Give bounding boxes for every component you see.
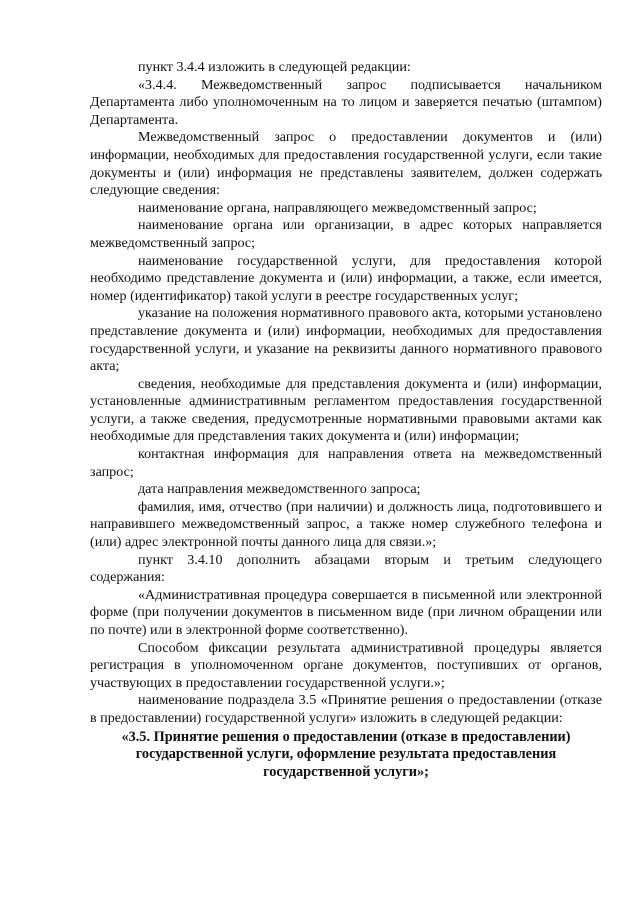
paragraph: сведения, необходимые для представления документа и (или) информации, установленные административным регламентом предоставления государственной услуги, а также сведения, предусмотренные нормативными правовыми актами как необходимые для представления таких документа и (или) информации;: [90, 375, 602, 445]
paragraph: наименование органа, направляющего межведомственный запрос;: [138, 199, 537, 216]
paragraph: наименование государственной услуги, для предоставления которой необходимо представление документа и (или) информации, а также, если имеется, номер (идентификатор) такой услуги в реестре государственных услуг;: [90, 252, 602, 304]
paragraph: указание на положения нормативного правового акта, которыми установлено представление документа и (или) информации, необходимых для предоставления государственной услуги, и указание на реквизиты данного нормативного правового акта;: [90, 305, 602, 375]
paragraph: «Административная процедура совершается в письменной или электронной форме (при получении документов в письменном виде (при личном обращении или по почте) или в электронной форме соответственно).: [90, 586, 602, 638]
paragraph: дата направления межведомственного запроса;: [138, 481, 421, 498]
paragraph: Способом фиксации результата административной процедуры является регистрация в уполномоченном органе документов, поступивших от органов, участвующих в предоставлении государственной услуги.»;: [90, 639, 602, 691]
section-heading: «3.5. Принятие решения о предоставлении (отказе в предоставлении) государственной услуги, оформление результата предоставления государственной услуги»;: [121, 728, 571, 780]
paragraph: фамилия, имя, отчество (при наличии) и должность лица, подготовившего и направившего межведомственный запрос, а также номер служебного телефона и (или) адрес электронной почты данного лица для связи.»;: [90, 498, 602, 551]
document-page: [90, 59, 602, 781]
paragraph: «3.4.4. Межведомственный запрос подписывается начальником Департамента либо уполномоченным на то лицом и заверяется печатью (штампом) Департамента.: [90, 76, 602, 128]
paragraph: пункт 3.4.10 дополнить абзацами вторым и третьим следующего содержания:: [90, 551, 602, 586]
paragraph: наименование подраздела 3.5 «Принятие решения о предоставлении (отказе в предоставлении) государственной услуги» изложить в следующей редакции:: [90, 692, 602, 726]
paragraph: Межведомственный запрос о предоставлении документов и (или) информации, необходимых для предоставления государственной услуги, если такие документы и (или) информация не представлены заявителем, должен содержать следующие сведения:: [90, 129, 602, 199]
paragraph: контактная информация для направления ответа на межведомственный запрос;: [90, 446, 602, 480]
paragraph: пункт 3.4.4 изложить в следующей редакции:: [138, 59, 411, 75]
paragraph: наименование органа или организации, в адрес которых направляется межведомственный запрос;: [90, 217, 602, 251]
